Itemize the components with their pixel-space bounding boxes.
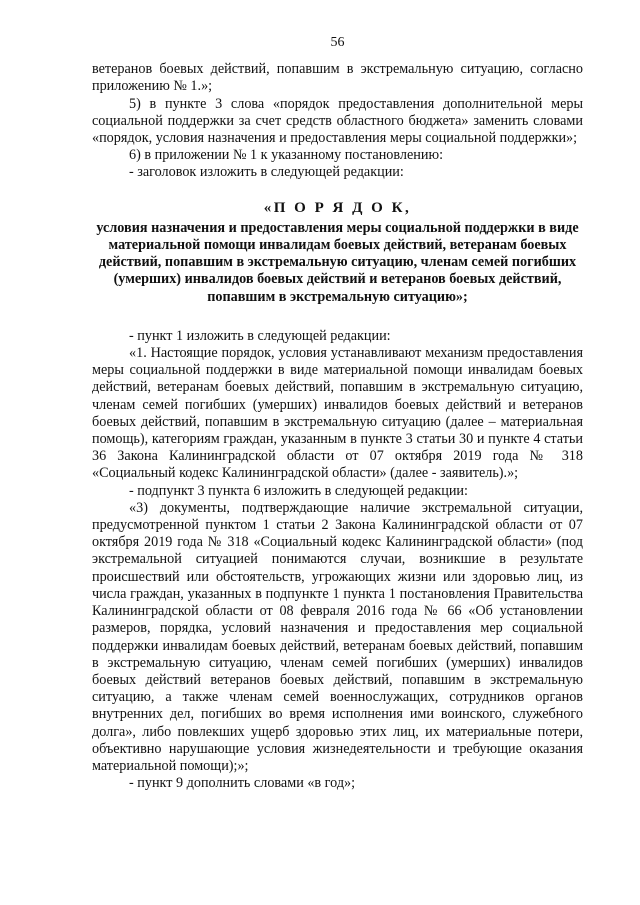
paragraph-subpoint3-text: «3) документы, подтверждающие наличие экстремальной ситуации, предусмотренной пунктом 1 статьи 2 Закона Калининградской области от 07 октября 2019 года № 318 «Социальный кодекс Калининградской области» (под экстремальной ситуацией понимаются случаи, возникшие в результате происшествий или обстоятельств, угрожающих жизни или здоровью лиц, из числа граждан, указанных в подпункте 1 пункта 1 постановления Правительства Калининградской области от 08 февраля 2016 года № 66 «Об установлении размеров, порядка, условий назначения и предоставления мер социальной поддержки инвалидам боевых действий, ветеранам боевых действий, попавшим в экстремальную ситуацию, членам семей погибших (умерших) инвалидов боевых действий ветеранов боевых действий, попавшим в экстремальную ситуацию, а также членам семей военнослужащих, сотрудников органов внутренних дел, погибших во время исполнения ими воинского, служебного долга», либо повлекших ущерб здоровью этих лиц, их материальные потери, объективно нарушающие условия жизнедеятельности и требующие оказания материальной помощи);»;: [92, 499, 583, 774]
paragraph-item-6: 6) в приложении № 1 к указанному постановлению:: [129, 147, 444, 164]
paragraph-point1-instruction: - пункт 1 изложить в следующей редакции:: [129, 327, 391, 344]
paragraph-continuation: ветеранов боевых действий, попавшим в экстремальную ситуацию, согласно приложению № 1.»;: [92, 61, 583, 95]
paragraph-heading-instruction: - заголовок изложить в следующей редакции:: [129, 164, 404, 181]
paragraph-point9-instruction: - пункт 9 дополнить словами «в год»;: [129, 775, 356, 792]
heading-title: «П О Р Я Д О К,: [263, 199, 412, 216]
paragraph-subpoint3-instruction: - подпункт 3 пункта 6 изложить в следующей редакции:: [129, 482, 468, 499]
paragraph-item-5: 5) в пункте 3 слова «порядок предоставления дополнительной меры социальной поддержки за счет средств областного бюджета» заменить словами «порядок, условия назначения и предоставления меры социальной поддержки»;: [92, 95, 583, 147]
procedure-heading: [92, 200, 583, 306]
heading-subtitle: условия назначения и предоставления меры социальной поддержки в виде материальной помощи инвалидам боевых действий, ветеранам боевых действий, попавшим в экстремальную ситуацию, членам семей погибших (умерших) инвалидов боевых действий и ветеранов боевых действий, попавшим в экстремальную ситуацию»;: [96, 219, 579, 305]
page-number: 56: [330, 35, 345, 50]
paragraph-point1-text: «1. Настоящие порядок, условия устанавливают механизм предоставления меры социальной поддержки в виде материальной помощи инвалидам боевых действий, ветеранам боевых действий, попавшим в экстремальную ситуацию, членам семей погибших (умерших) инвалидов боевых действий и ветеранов боевых действий, попавшим в экстремальную ситуацию (далее – материальная помощь), категориям граждан, указанным в пункте 3 статьи 30 и пункте 4 статьи 36 Закона Калининградской области от 07 октября 2019 года № 318 «Социальный кодекс Калининградской области» (далее - заявитель).»;: [92, 345, 583, 482]
